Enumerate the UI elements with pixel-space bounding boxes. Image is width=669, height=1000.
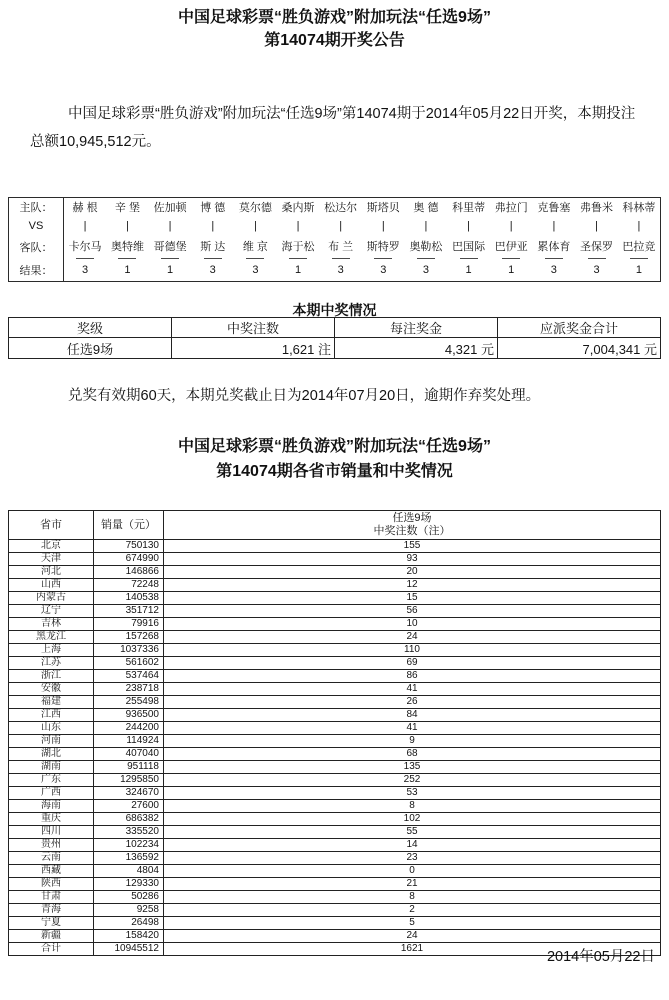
sales-row xyxy=(9,644,661,657)
sales-row xyxy=(9,696,661,709)
away-team-name: 巴伊亚 xyxy=(494,240,528,253)
match-result-cell: 1 xyxy=(167,263,174,276)
sales-amount-cell: 9258 xyxy=(94,904,164,917)
away-team-name: 哥德堡 xyxy=(153,240,187,253)
match-result-cell: 3 xyxy=(593,263,600,276)
sales-row xyxy=(9,800,661,813)
away-team-cell xyxy=(490,235,533,259)
win-count-cell: 1621 xyxy=(164,943,661,956)
home-team-cell: 克鲁塞 xyxy=(537,202,571,215)
win-count-cell: 0 xyxy=(164,865,661,878)
sales-amount-cell: 238718 xyxy=(94,683,164,696)
away-team-name: 奥特维 xyxy=(110,240,144,253)
vs-row-label: VS xyxy=(9,217,64,235)
away-team-cell xyxy=(64,235,107,259)
win-count-cell: 86 xyxy=(164,670,661,683)
match-result-cell: 1 xyxy=(294,263,302,276)
province-cell: 陕西 xyxy=(9,878,94,891)
sales-amount-cell: 561602 xyxy=(94,657,164,670)
sales-row xyxy=(9,878,661,891)
match-result-cell: 1 xyxy=(124,263,131,276)
away-team-cell xyxy=(447,235,490,259)
away-team-name: 奥勒松 xyxy=(409,240,443,253)
home-team-cell: 弗拉门 xyxy=(494,202,528,215)
away-team-name: 巴国际 xyxy=(452,240,486,253)
sales-amount-cell: 244200 xyxy=(94,722,164,735)
win-count-cell: 2 xyxy=(164,904,661,917)
sales-row xyxy=(9,813,661,826)
win-count-cell: 155 xyxy=(164,540,661,553)
sales-amount-cell: 255498 xyxy=(94,696,164,709)
home-team-cell: 辛 堡 xyxy=(114,202,140,215)
sales-row xyxy=(9,904,661,917)
province-cell: 广东 xyxy=(9,774,94,787)
sales-row xyxy=(9,839,661,852)
home-team-cell: 奥 德 xyxy=(413,202,439,215)
sales-amount-cell: 114924 xyxy=(94,735,164,748)
away-team-name: 海于松 xyxy=(281,240,315,253)
sales-amount-cell: 407040 xyxy=(94,748,164,761)
sales-amount-cell: 1037336 xyxy=(94,644,164,657)
province-cell: 河南 xyxy=(9,735,94,748)
sales-amount-cell: 102234 xyxy=(94,839,164,852)
province-cell: 甘肃 xyxy=(9,891,94,904)
province-cell: 浙江 xyxy=(9,670,94,683)
match-result-cell: 1 xyxy=(635,263,642,276)
match-result-cell: 3 xyxy=(380,263,387,276)
win-count-cell: 41 xyxy=(164,722,661,735)
sales-row xyxy=(9,761,661,774)
sales-row xyxy=(9,930,661,943)
away-team-name: 累体育 xyxy=(537,240,571,253)
province-cell: 海南 xyxy=(9,800,94,813)
away-team-cell xyxy=(618,235,661,259)
win-count-cell: 5 xyxy=(164,917,661,930)
match-result-row xyxy=(9,259,661,282)
away-team-cell xyxy=(191,235,234,259)
announcement-title-line1: 中国足球彩票“胜负游戏”附加玩法“任选9场” xyxy=(178,9,491,26)
sales-amount-cell: 72248 xyxy=(94,579,164,592)
win-count-header-line1: 任选9场 xyxy=(392,512,432,524)
province-cell: 江苏 xyxy=(9,657,94,670)
sales-table xyxy=(8,510,661,956)
sales-row xyxy=(9,553,661,566)
footer-date: 2014年05月22日 xyxy=(546,949,655,965)
sales-amount-cell: 129330 xyxy=(94,878,164,891)
sales-amount-cell: 10945512 xyxy=(94,943,164,956)
sales-row xyxy=(9,540,661,553)
win-count-cell: 8 xyxy=(164,800,661,813)
sales-row xyxy=(9,748,661,761)
vs-mark-cell: | xyxy=(339,219,343,232)
sales-row xyxy=(9,605,661,618)
province-cell: 吉林 xyxy=(9,618,94,631)
match-result-cell: 3 xyxy=(550,263,557,276)
match-result-cell: 3 xyxy=(82,263,89,276)
sales-header-cell: 销量（元） xyxy=(94,511,164,540)
announcement-title xyxy=(0,6,669,52)
announcement-title-line2: 第14074期开奖公告 xyxy=(264,32,405,49)
sales-row xyxy=(9,657,661,670)
home-team-cell: 博 德 xyxy=(200,202,226,215)
win-count-header-line2: 中奖注数（注） xyxy=(373,525,451,537)
sales-row xyxy=(9,566,661,579)
win-count-cell: 20 xyxy=(164,566,661,579)
match-result-cell: 3 xyxy=(252,263,259,276)
win-count-cell: 8 xyxy=(164,891,661,904)
province-cell: 北京 xyxy=(9,540,94,553)
prize-section-title: 本期中奖情况 xyxy=(292,302,377,318)
win-count-cell: 110 xyxy=(164,644,661,657)
home-team-cell: 松达尔 xyxy=(324,202,358,215)
prize-per-bet-cell: 4,321 元 xyxy=(335,338,498,359)
prize-header-row xyxy=(9,318,661,338)
sales-row xyxy=(9,683,661,696)
sales-title-line2: 第14074期各省市销量和中奖情况 xyxy=(216,463,453,480)
win-count-cell: 24 xyxy=(164,930,661,943)
match-home-row xyxy=(9,198,661,217)
sales-row xyxy=(9,618,661,631)
prize-header-cell: 应派奖金合计 xyxy=(498,318,661,338)
prize-header-cell: 奖级 xyxy=(9,318,172,338)
away-team-cell xyxy=(277,235,320,259)
win-count-cell: 23 xyxy=(164,852,661,865)
sales-amount-cell: 686382 xyxy=(94,813,164,826)
win-count-cell: 68 xyxy=(164,748,661,761)
away-team-name: 卡尔马 xyxy=(68,240,102,253)
away-team-cell xyxy=(362,235,405,259)
match-results-table xyxy=(8,197,661,282)
sales-row xyxy=(9,865,661,878)
win-count-cell: 252 xyxy=(164,774,661,787)
home-team-cell: 科里蒂 xyxy=(452,202,486,215)
province-cell: 宁夏 xyxy=(9,917,94,930)
win-count-cell: 9 xyxy=(164,735,661,748)
win-count-cell: 10 xyxy=(164,618,661,631)
province-cell: 黑龙江 xyxy=(9,631,94,644)
away-team-name: 圣保罗 xyxy=(580,240,613,253)
sales-amount-cell: 79916 xyxy=(94,618,164,631)
home-team-cell: 莫尔德 xyxy=(238,202,272,215)
sales-amount-cell: 26498 xyxy=(94,917,164,930)
sales-row xyxy=(9,735,661,748)
match-result-cell: 3 xyxy=(337,263,344,276)
province-cell: 江西 xyxy=(9,709,94,722)
away-team-name: 布 兰 xyxy=(328,240,354,253)
province-cell: 四川 xyxy=(9,826,94,839)
sales-amount-cell: 27600 xyxy=(94,800,164,813)
vs-mark-cell: | xyxy=(381,219,385,232)
match-result-cell: 1 xyxy=(465,263,472,276)
win-count-cell: 93 xyxy=(164,553,661,566)
intro-paragraph: 中国足球彩票“胜负游戏”附加玩法“任选9场”第14074期于2014年05月22日开奖，本期投注总额10,945,512元。 xyxy=(30,106,636,150)
win-count-cell: 24 xyxy=(164,631,661,644)
province-cell: 天津 xyxy=(9,553,94,566)
province-cell: 合计 xyxy=(9,943,94,956)
away-team-cell xyxy=(533,235,576,259)
sales-row xyxy=(9,852,661,865)
prize-header-cell: 每注奖金 xyxy=(335,318,498,338)
home-team-cell: 弗鲁米 xyxy=(580,202,613,215)
result-row-label: 结果： xyxy=(9,259,64,282)
win-count-cell: 69 xyxy=(164,657,661,670)
vs-mark-cell: | xyxy=(211,219,215,232)
sales-row xyxy=(9,592,661,605)
sales-row xyxy=(9,670,661,683)
province-cell: 西藏 xyxy=(9,865,94,878)
sales-row xyxy=(9,709,661,722)
sales-row xyxy=(9,787,661,800)
province-header-cell: 省市 xyxy=(9,511,94,540)
away-team-name: 斯 达 xyxy=(200,240,226,253)
vs-mark-cell: | xyxy=(509,219,513,232)
vs-mark-cell: | xyxy=(296,219,300,232)
win-count-cell: 41 xyxy=(164,683,661,696)
match-result-cell: 1 xyxy=(508,263,515,276)
vs-mark-cell: | xyxy=(637,219,641,232)
redeem-note: 兑奖有效期60天，本期兑奖截止日为2014年07月20日，逾期作弃奖处理。 xyxy=(68,388,541,404)
province-cell: 青海 xyxy=(9,904,94,917)
sales-amount-cell: 324670 xyxy=(94,787,164,800)
home-row-label: 主队： xyxy=(9,198,64,217)
away-team-cell xyxy=(106,235,149,259)
sales-title-line1: 中国足球彩票“胜负游戏”附加玩法“任选9场” xyxy=(178,438,491,455)
win-count-cell: 135 xyxy=(164,761,661,774)
win-count-cell: 55 xyxy=(164,826,661,839)
province-cell: 贵州 xyxy=(9,839,94,852)
away-team-name: 巴拉竞 xyxy=(622,240,656,253)
prize-level-cell: 任选9场 xyxy=(9,338,172,359)
province-cell: 重庆 xyxy=(9,813,94,826)
sales-header-row xyxy=(9,511,661,540)
sales-amount-cell: 157268 xyxy=(94,631,164,644)
province-cell: 上海 xyxy=(9,644,94,657)
vs-mark-cell: | xyxy=(126,219,129,232)
sales-row xyxy=(9,774,661,787)
match-vs-row xyxy=(9,217,661,235)
sales-amount-cell: 140538 xyxy=(94,592,164,605)
prize-total-cell: 7,004,341 元 xyxy=(498,338,661,359)
province-cell: 山西 xyxy=(9,579,94,592)
home-team-cell: 佐加顿 xyxy=(153,202,187,215)
vs-mark-cell: | xyxy=(253,219,257,232)
sales-amount-cell: 936500 xyxy=(94,709,164,722)
win-count-cell: 84 xyxy=(164,709,661,722)
sales-row xyxy=(9,826,661,839)
province-cell: 湖南 xyxy=(9,761,94,774)
sales-amount-cell: 335520 xyxy=(94,826,164,839)
sales-amount-cell: 136592 xyxy=(94,852,164,865)
away-team-cell xyxy=(149,235,192,259)
win-count-cell: 56 xyxy=(164,605,661,618)
win-count-cell: 21 xyxy=(164,878,661,891)
vs-mark-cell: | xyxy=(467,219,471,232)
win-count-cell: 12 xyxy=(164,579,661,592)
vs-mark-cell: | xyxy=(595,219,598,232)
away-row-label: 客队： xyxy=(9,235,64,259)
province-cell: 湖北 xyxy=(9,748,94,761)
sales-row xyxy=(9,891,661,904)
sales-row xyxy=(9,631,661,644)
province-cell: 山东 xyxy=(9,722,94,735)
match-result-cell: 3 xyxy=(422,263,429,276)
win-count-header-cell xyxy=(164,511,661,540)
match-away-row xyxy=(9,235,661,259)
home-team-cell: 科林蒂 xyxy=(622,202,656,215)
sales-amount-cell: 537464 xyxy=(94,670,164,683)
sales-amount-cell: 750130 xyxy=(94,540,164,553)
sales-amount-cell: 1295850 xyxy=(94,774,164,787)
vs-mark-cell: | xyxy=(168,219,172,232)
province-cell: 新疆 xyxy=(9,930,94,943)
win-count-cell: 53 xyxy=(164,787,661,800)
vs-mark-cell: | xyxy=(552,219,556,232)
sales-amount-cell: 674990 xyxy=(94,553,164,566)
win-count-cell: 26 xyxy=(164,696,661,709)
away-team-cell xyxy=(234,235,277,259)
win-count-cell: 102 xyxy=(164,813,661,826)
sales-amount-cell: 158420 xyxy=(94,930,164,943)
prize-table xyxy=(8,317,661,359)
away-team-name: 维 京 xyxy=(242,240,268,253)
sales-amount-cell: 4804 xyxy=(94,865,164,878)
home-team-cell: 赫 根 xyxy=(72,202,98,215)
province-cell: 云南 xyxy=(9,852,94,865)
home-team-cell: 斯塔贝 xyxy=(366,202,400,215)
sales-amount-cell: 351712 xyxy=(94,605,164,618)
prize-data-row xyxy=(9,338,661,359)
vs-mark-cell: | xyxy=(83,219,87,232)
province-cell: 内蒙古 xyxy=(9,592,94,605)
sales-section-title xyxy=(0,434,669,484)
sales-amount-cell: 50286 xyxy=(94,891,164,904)
sales-amount-cell: 146866 xyxy=(94,566,164,579)
sales-amount-cell: 951118 xyxy=(94,761,164,774)
win-count-cell: 14 xyxy=(164,839,661,852)
province-cell: 辽宁 xyxy=(9,605,94,618)
province-cell: 福建 xyxy=(9,696,94,709)
home-team-cell: 桑内斯 xyxy=(281,202,315,215)
province-cell: 河北 xyxy=(9,566,94,579)
match-result-cell: 3 xyxy=(209,263,216,276)
province-cell: 广西 xyxy=(9,787,94,800)
prize-count-cell: 1,621 注 xyxy=(172,338,335,359)
away-team-cell xyxy=(405,235,448,259)
sales-row xyxy=(9,722,661,735)
prize-header-cell: 中奖注数 xyxy=(172,318,335,338)
away-team-cell xyxy=(319,235,362,259)
win-count-cell: 15 xyxy=(164,592,661,605)
vs-mark-cell: | xyxy=(424,219,428,232)
away-team-cell xyxy=(575,235,618,259)
away-team-name: 斯特罗 xyxy=(366,240,400,253)
province-cell: 安徽 xyxy=(9,683,94,696)
sales-row xyxy=(9,579,661,592)
sales-row xyxy=(9,917,661,930)
